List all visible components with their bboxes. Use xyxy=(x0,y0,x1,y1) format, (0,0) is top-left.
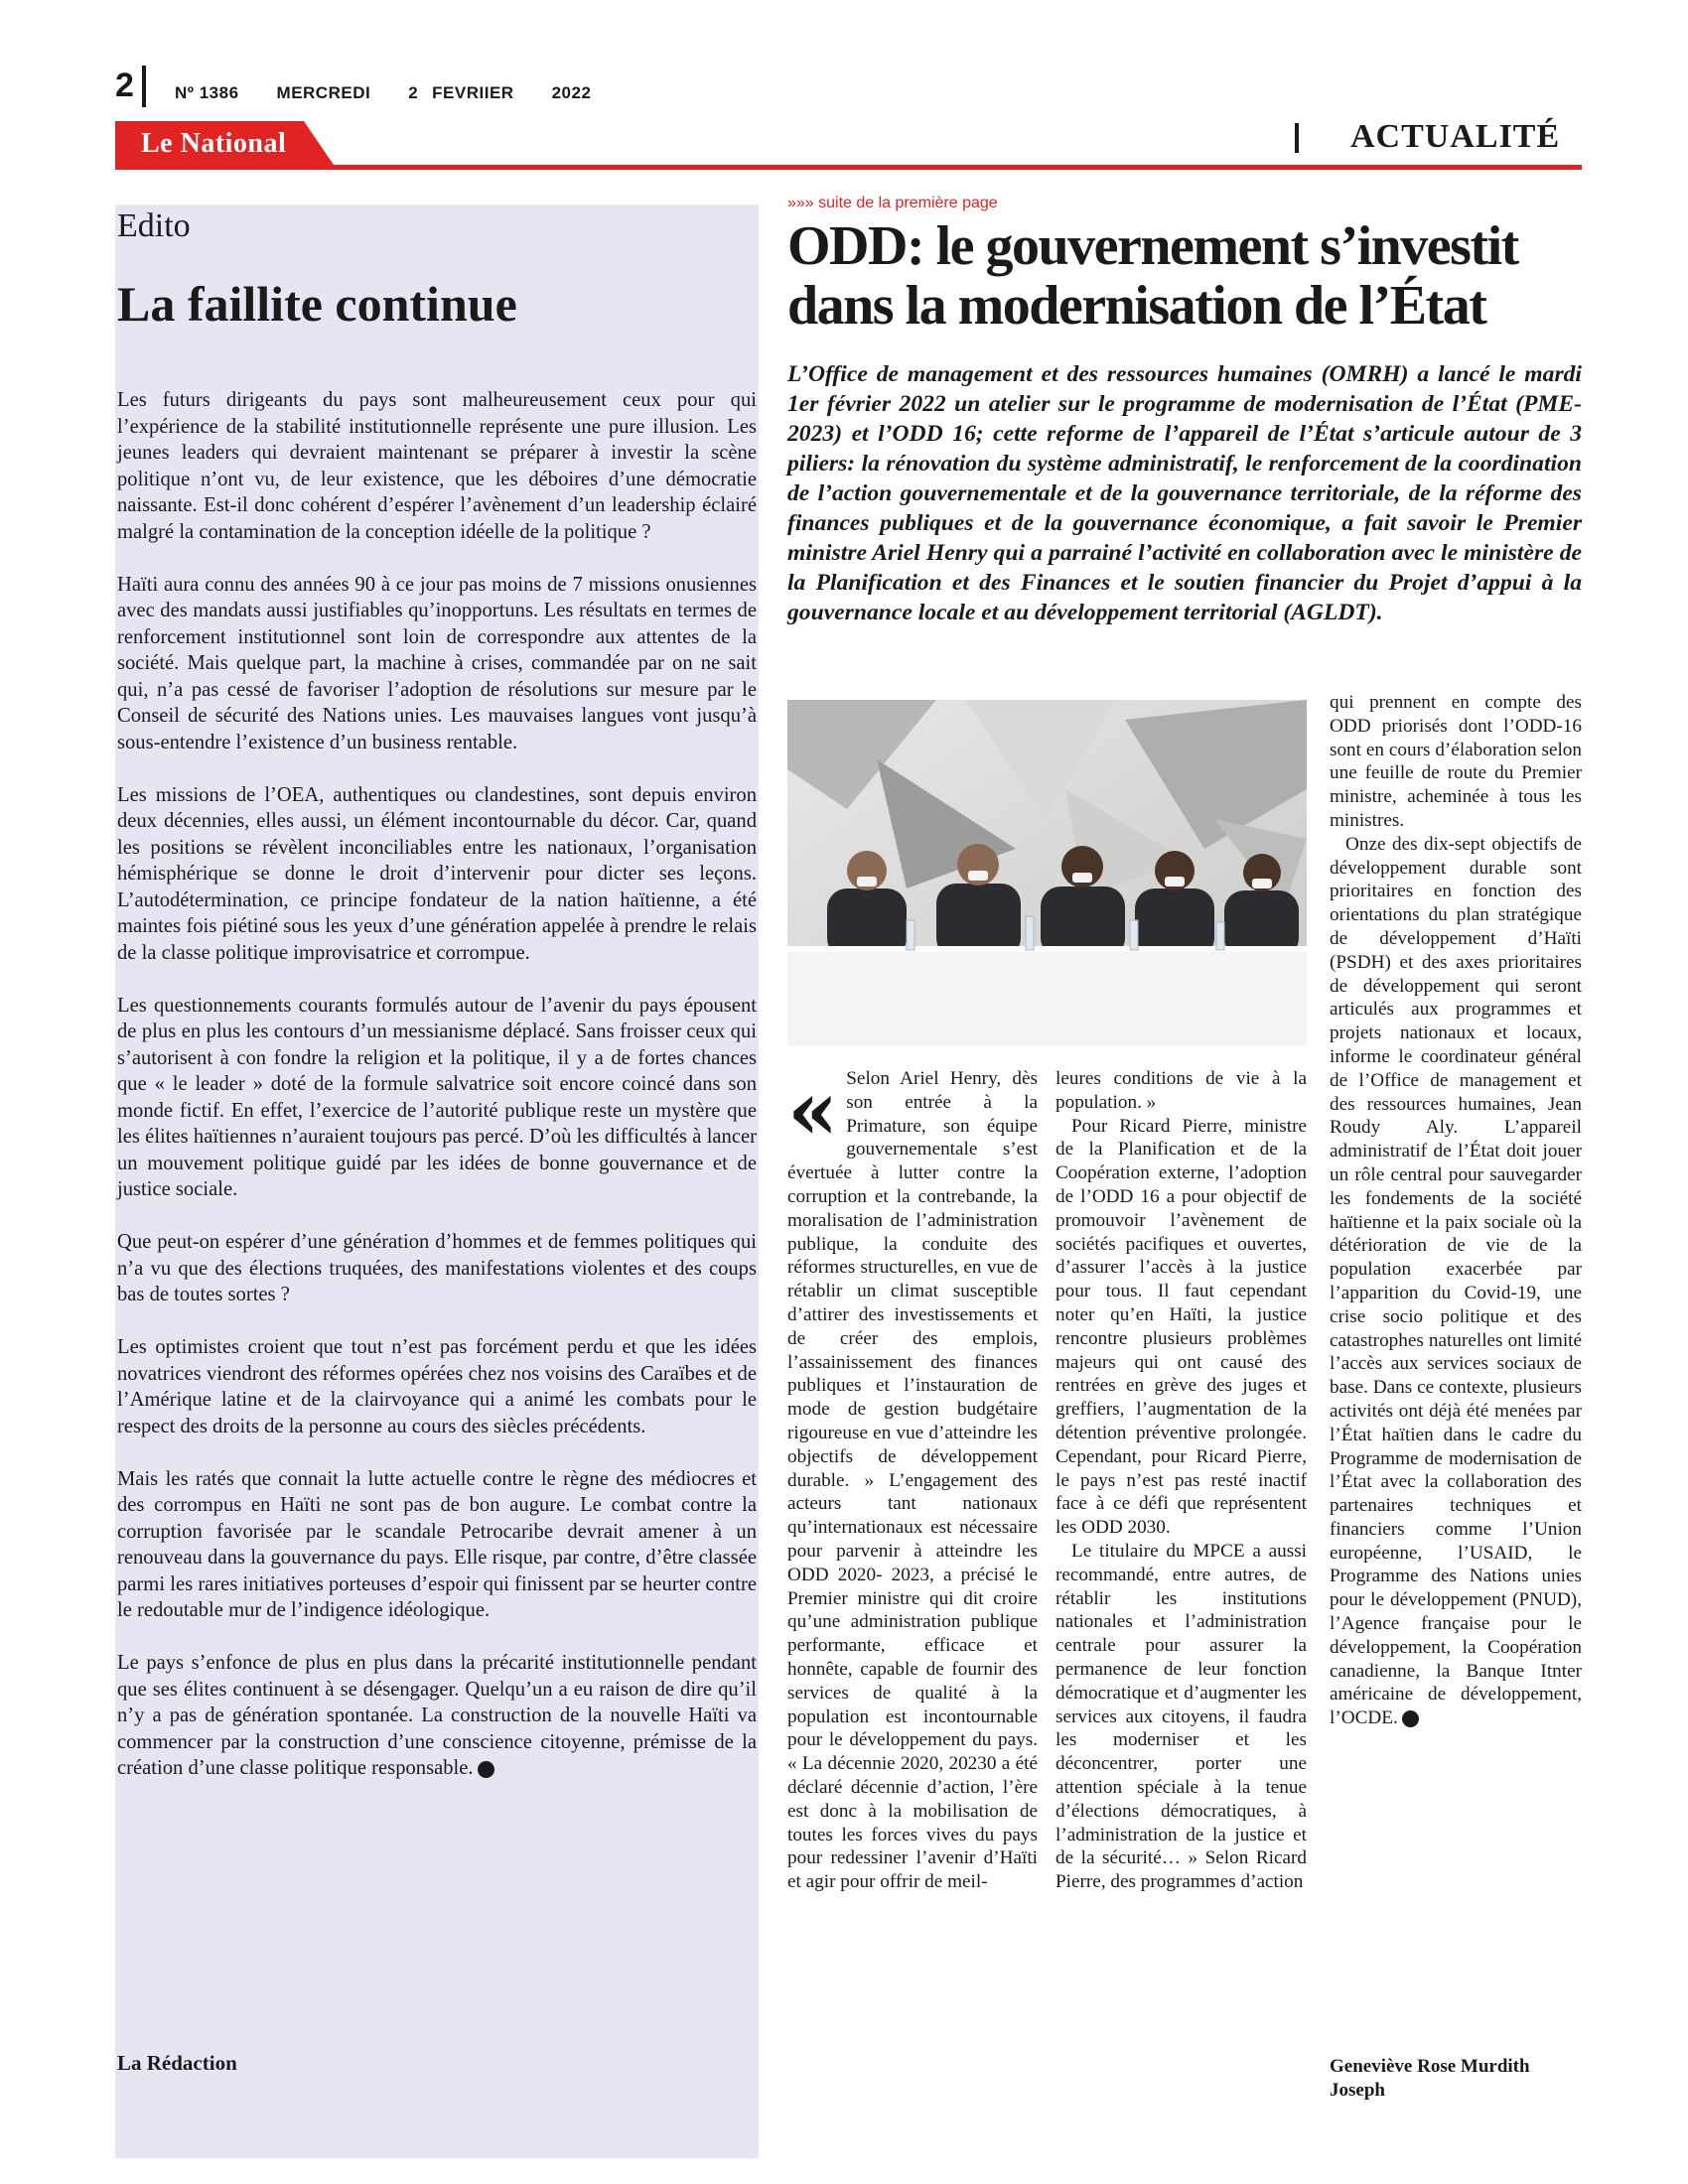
article-paragraph-text: Onze des dix-sept objectifs de développement durable sont prioritaires en fonction des orientations du plan stratégique de développement d’Haïti (PSDH) et des axes prioritaires de développement qui seront articulés aux programmes et projets nationaux et locaux, informe le coordinateur général de l’Office de management et des ressources humaines, Jean Roudy Aly. L’appareil administratif de l’État doit jouer un rôle central pour sauvegarder les fondements de la société haïtienne et la paix sociale où la détérioration de vie de la population exacerbée par l’apparition du Covid-19, une crise socio politique et des catastrophes naturelles ont limité l’accès aux services sociaux de base. Dans ce contexte, plusieurs activités ont déjà été menées par l’État haïtien dans le cadre du Programme de modernisation de l’État avec la collaboration des partenaires techniques et financiers comme l’Union européenne, l’USAID, le Programme des Nations unies pour le développement (PNUD), l’Agence française pour le développement, la Coopération canadienne, la Banque Itnter américaine de développement, l’OCDE. xyxy=(1330,833,1582,1729)
article-column-2 xyxy=(1055,1067,1307,1894)
article-paragraph: Le titulaire du MPCE a aussi recommandé, entre autres, de rétablir les institutions nationales et l’administration centrale pour assurer la permanence de leur fonction démocratique et d’augmenter les services aux citoyens, il faudra les moderniser et les déconcentrer, porter une attention spéciale à la tenue d’élections démocratiques, à l’administration de la justice et de la sécurité… » Selon Ricard Pierre, des programmes d’action xyxy=(1055,1540,1307,1893)
article-paragraph: qui prennent en compte des ODD priorisés dont l’ODD-16 sont en cours d’élaboration selon une feuille de route du Premier ministre, acheminée à tous les ministres. xyxy=(1330,692,1582,831)
article-photo xyxy=(787,700,1307,1045)
edito-paragraph: Les questionnements courants formulés autour de l’avenir du pays épousent de plus en plus les contours d’un messianisme déplacé. Sans froisser ceux qui s’autorisent à con fondre la religion et la politique, il y a de fortes chances que « le leader » doté de la formule salvatrice soit encore coincé dans son monde fictif. En effet, l’exercice de l’autorité publique reste un mystère que les élites haïtiennes n’auraient toujours pas percé. D’où les difficultés à lancer un mouvement politique guidé par les idées de bonne gouvernance et de justice sociale. xyxy=(117,994,757,1200)
issue-weekday: MERCREDI xyxy=(276,83,371,102)
officials-at-table-photo xyxy=(787,700,1307,1045)
end-of-article-icon xyxy=(478,1761,494,1778)
section-divider xyxy=(1295,123,1299,153)
article-column-1 xyxy=(787,1063,1038,1894)
article-paragraph: Pour Ricard Pierre, ministre de la Planification et de la Coopération externe, l’adoption de l’ODD 16 a pour objectif de promouvoir l’avènement de sociétés pacifiques et ouvertes, d’assurer l’accès à la justice pour tous. Il faut cependant noter qu’en Haïti, la justice rencontre plusieurs problèmes majeurs qui ont causé des rentrées en grève des juges et greffiers, l’augmentation de la détention préventive prolongée. Cependant, pour Ricard Pierre, le pays n’est pas resté inactif face à ce défi que représentent les ODD 2030. xyxy=(1055,1115,1307,1539)
article-paragraph-last xyxy=(1330,833,1582,1730)
header-rule xyxy=(115,165,1582,170)
issue-year: 2022 xyxy=(551,83,592,102)
article-title: ODD: le gouvernement s’investit dans la modernisation de l’État xyxy=(787,215,1518,337)
edito-paragraph: Que peut-on espérer d’une génération d’hommes et de femmes politiques qui n’a vu que des élections truquées, des manifestations violentes et des coups bas de toutes sortes ? xyxy=(117,1231,757,1305)
article-paragraph: Selon Ariel Henry, dès son entrée à la Primature, son équipe gouvernementale s’est évertuée à lutter contre la corruption et la contrebande, la moralisation de l’administration publique, la conduite des réformes structurelles, en vue de rétablir un climat susceptible d’attirer des investissements et de créer des emplois, l’assainissement des finances publiques et l’instauration de mode de gestion budgétaire rigoureuse en vue d’atteindre les objectifs de développement durable. » L’engagement des acteurs tant nationaux qu’internationaux est nécessaire pour parvenir à atteindre les ODD 2020- 2023, a précisé le Premier ministre qui dit croire qu’une administration publique performante, efficace et honnête, capable de fournir des services de qualité à la population est incontournable pour le développement du pays. « La décennie 2020, 20230 a été déclaré décennie d’action, l’ère est donc à la mobilisation de toutes les forces vives du pays pour redessiner l’avenir d’Haïti et agir pour offrir de meil- xyxy=(787,1068,1038,1893)
issue-number: Nº 1386 xyxy=(175,83,239,102)
edito-paragraph: Les futurs dirigeants du pays sont malheureusement ceux pour qui l’expérience de la stabilité institutionnelle représente une pure illusion. Les jeunes leaders qui devraient maintenant se préparer à investir la scène politique n’ont vu, de leur existence, que les déboires d’une démocratie naissante. Est-il donc cohérent d’espérer l’avènement d’un leadership éclairé malgré la contamination de la conception idéelle de la politique ? xyxy=(117,389,757,543)
edito-kicker: Edito xyxy=(117,207,191,244)
article-byline: Geneviève Rose Murdith Joseph xyxy=(1330,2056,1530,2101)
issue-day: 2 xyxy=(408,83,419,102)
article-lead: L’Office de management et des ressources humaines (OMRH) a lancé le mardi 1er février 2022 un atelier sur le programme de modernisation de l’État (PME-2023) et l’ODD 16; cette reforme de l’appareil de l’État s’articule autour de 3 piliers: la rénovation du système administratif, le renforcement de la coordination de l’action gouvernementale et de la gouvernance territoriale, de la réforme des finances publiques et de la gouvernance économique, a fait savoir le Premier ministre Ariel Henry qui a parrainé l’activité en collaboration avec le ministère de la Planification et des Finances et le soutien financier du Projet d’appui à la gouvernance locale et au développement territorial (AGLDT). xyxy=(787,361,1582,625)
edito-paragraph: Mais les ratés que connait la lutte actuelle contre le règne des médiocres et des corrompus en Haïti ne sont pas de bon augure. Le combat contre la corruption favorisée par le scandale Petrocaribe devrait amener à un renouveau dans la gouvernance du pays. Elle risque, par contre, d’être classée parmi les rares initiatives porteuses d’espoir qui finissent par se heurter contre le redoutable mur de l’indigence idéologique. xyxy=(117,1467,757,1621)
section-label: ACTUALITÉ xyxy=(1350,118,1561,155)
edito-paragraph: Les optimistes croient que tout n’est pas forcément perdu et que les idées novatrices viendront des réformes opérées chez nos voisins des Caraïbes et de l’Amérique latine et de la clairvoyance qui a animé les combats pour le respect des droits de la personne au cours des siècles précédents. xyxy=(117,1336,757,1437)
article-column-3 xyxy=(1330,691,1582,1730)
article-paragraph: leures conditions de vie à la population. » xyxy=(1055,1068,1307,1113)
edito-body xyxy=(117,387,757,1808)
continued-kicker: »»» suite de la première page xyxy=(787,195,998,211)
page-number-divider xyxy=(142,66,146,107)
edito-title: La faillite continue xyxy=(117,276,517,332)
edito-paragraph-text: Le pays s’enfonce de plus en plus dans la précarité institutionnelle pendant que ses élites continuent à se désengager. Quelqu’un a eu raison de dire qu’il n’y a pas de génération spontanée. La construction de la nouvelle Haïti va commencer par la construction d’une conscience citoyenne, prémisse de la création d’une classe politique responsable. xyxy=(117,1652,757,1779)
brand-logo: Le National xyxy=(141,128,287,159)
edito-paragraph-last xyxy=(117,1650,757,1782)
end-of-article-icon xyxy=(1402,1710,1419,1727)
opening-quote-mark: « xyxy=(787,1063,839,1159)
issue-info xyxy=(175,83,591,103)
page-number: 2 xyxy=(115,67,134,104)
issue-month: FEVRIIER xyxy=(432,83,514,102)
edito-signature: La Rédaction xyxy=(117,2051,237,2075)
edito-paragraph: Les missions de l’OEA, authentiques ou clandestines, sont depuis environ deux décennies, elles aussi, un élément incontournable du décor. Car, quand les positions se révèlent inconciliables entre les nationaux, l’organisation hémisphérique se donne le droit d’intervenir pour dicter ses leçons. L’autodétermination, ce principe fondateur de la nation haïtienne, a été maintes fois piétiné sous les yeux d’une génération appelée à prendre le relais de la classe politique improvisatrice et corrompue. xyxy=(117,783,757,964)
edito-paragraph: Haïti aura connu des années 90 à ce jour pas moins de 7 missions onusiennes avec des mandats aussi justifiables qu’inopportuns. Les résultats en termes de renforcement institutionnel sont loin de correspondre aux attentes de la société. Mais quelque part, la machine à crises, commandée par on ne sait qui, n’a pas cessé de favoriser l’adoption de résolutions sur mesure par le Conseil de sécurité des Nations unies. Les mauvaises langues vont jusqu’à sous-entendre l’existence d’un business rentable. xyxy=(117,573,757,753)
